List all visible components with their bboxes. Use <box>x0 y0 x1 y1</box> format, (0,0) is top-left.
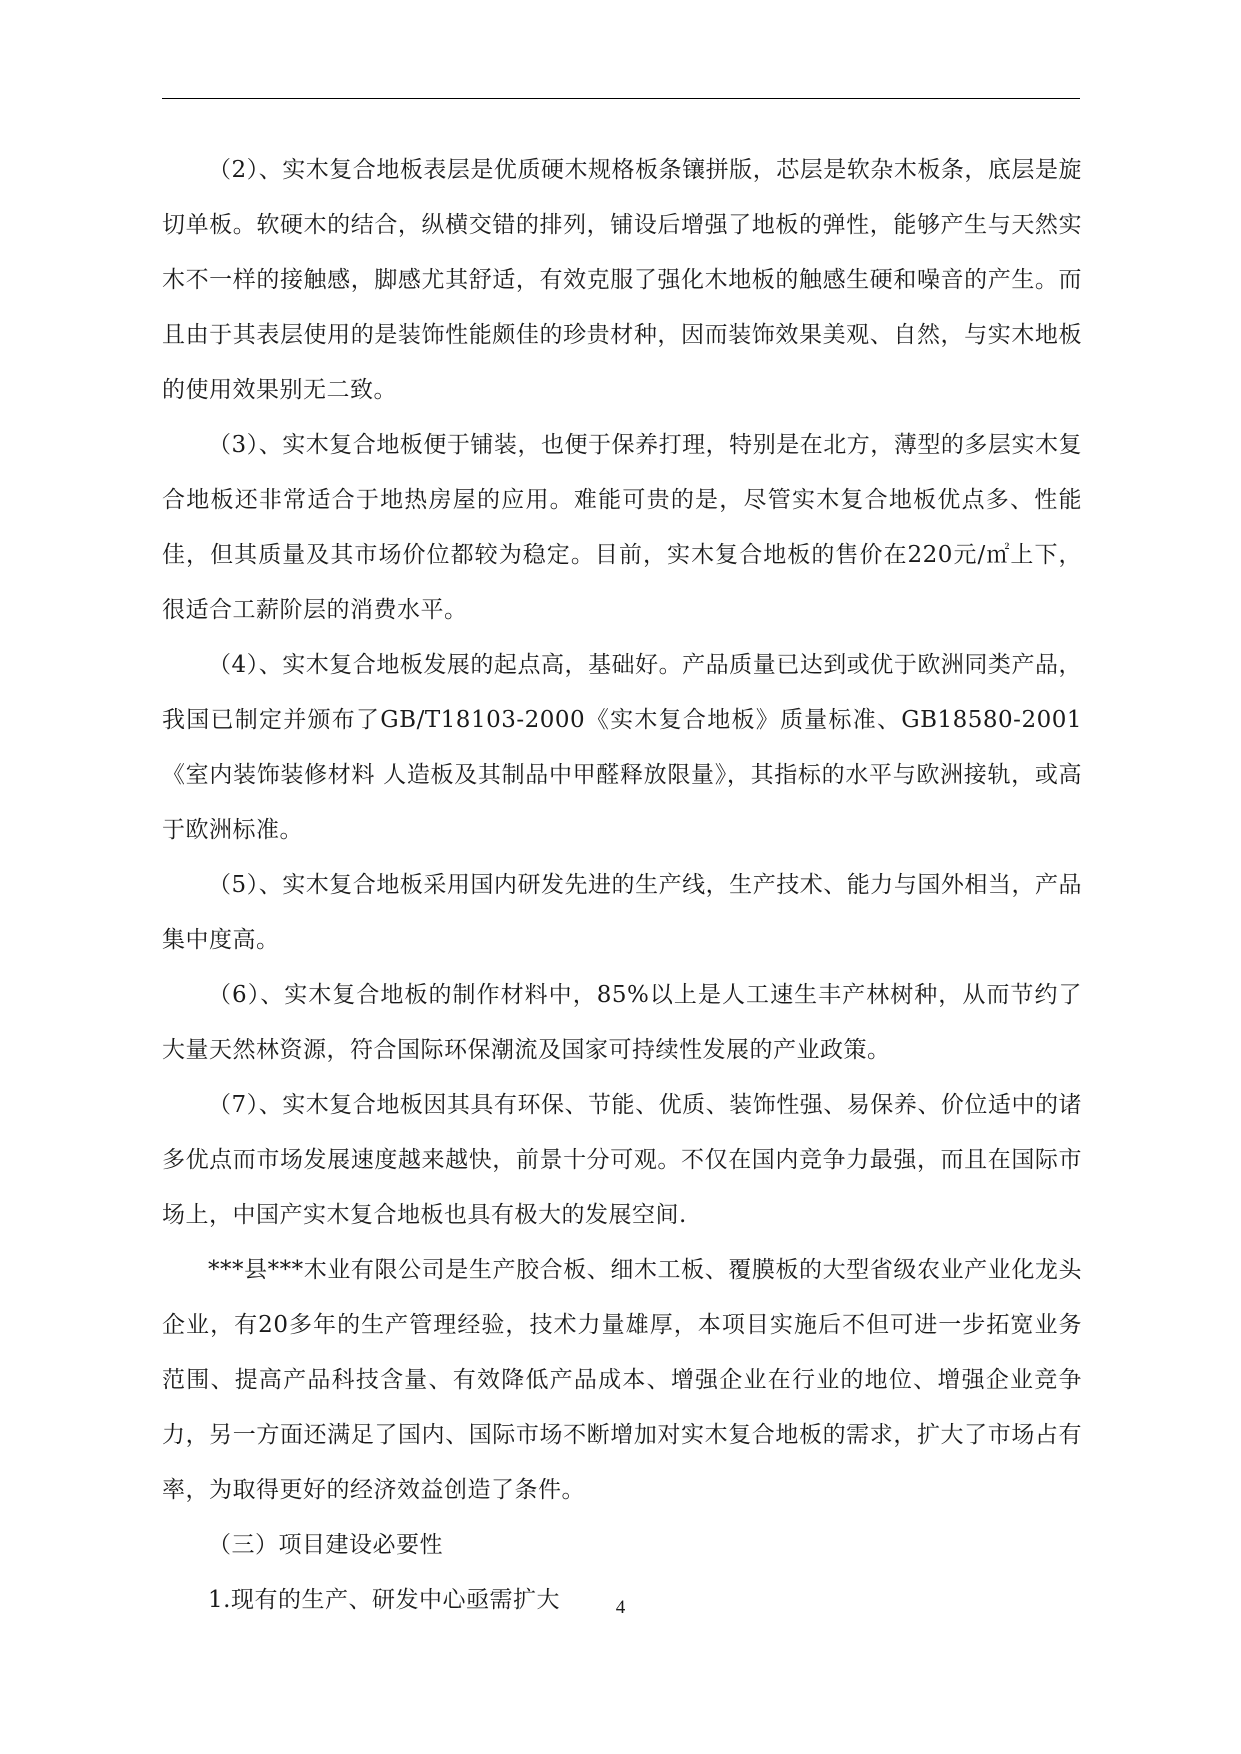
header-rule <box>162 98 1080 99</box>
paragraph-6: （6）、实木复合地板的制作材料中，85%以上是人工速生丰产林树种，从而节约了大量天然林资源，符合国际环保潮流及国家可持续性发展的产业政策。 <box>162 982 1082 1063</box>
page-number: 4 <box>615 1597 626 1618</box>
section-heading: （三）项目建设必要性 <box>208 1532 443 1558</box>
document-body <box>162 143 1082 1628</box>
paragraph-2: （2）、实木复合地板表层是优质硬木规格板条镶拼版，芯层是软杂木板条，底层是旋切单板。软硬木的结合，纵横交错的排列，铺设后增强了地板的弹性，能够产生与天然实木不一样的接触感，脚感尤其舒适，有效克服了强化木地板的触感生硬和噪音的产生。而且由于其表层使用的是装饰性能颇佳的珍贵材种，因而装饰效果美观、自然，与实木地板的使用效果别无二致。 <box>162 157 1082 403</box>
paragraph-7: （7）、实木复合地板因其具有环保、节能、优质、装饰性强、易保养、价位适中的诸多优点而市场发展速度越来越快，前景十分可观。不仅在国内竞争力最强，而且在国际市场上，中国产实木复合地板也具有极大的发展空间. <box>162 1092 1082 1228</box>
paragraph-5: （5）、实木复合地板采用国内研发先进的生产线，生产技术、能力与国外相当，产品集中度高。 <box>162 872 1082 953</box>
paragraph-3: （3）、实木复合地板便于铺装，也便于保养打理，特别是在北方，薄型的多层实木复合地板还非常适合于地热房屋的应用。难能可贵的是，尽管实木复合地板优点多、性能佳，但其质量及其市场价位都较为稳定。目前，实木复合地板的售价在220元/㎡上下，很适合工薪阶层的消费水平。 <box>162 432 1082 623</box>
paragraph-4: （4）、实木复合地板发展的起点高，基础好。产品质量已达到或优于欧洲同类产品，我国已制定并颁布了GB/T18103-2000《实木复合地板》质量标准、GB18580-2001《室内装饰装修材料 人造板及其制品中甲醛释放限量》，其指标的水平与欧洲接轨，或高于欧洲标准。 <box>162 652 1082 843</box>
paragraph-company: ***县***木业有限公司是生产胶合板、细木工板、覆膜板的大型省级农业产业化龙头企业，有20多年的生产管理经验，技术力量雄厚，本项目实施后不但可进一步拓宽业务范围、提高产品科技含量、有效降低产品成本、增强企业在行业的地位、增强企业竞争力，另一方面还满足了国内、国际市场不断增加对实木复合地板的需求，扩大了市场占有率，为取得更好的经济效益创造了条件。 <box>162 1257 1082 1503</box>
subsection-heading: 1.现有的生产、研发中心亟需扩大 <box>208 1587 560 1613</box>
